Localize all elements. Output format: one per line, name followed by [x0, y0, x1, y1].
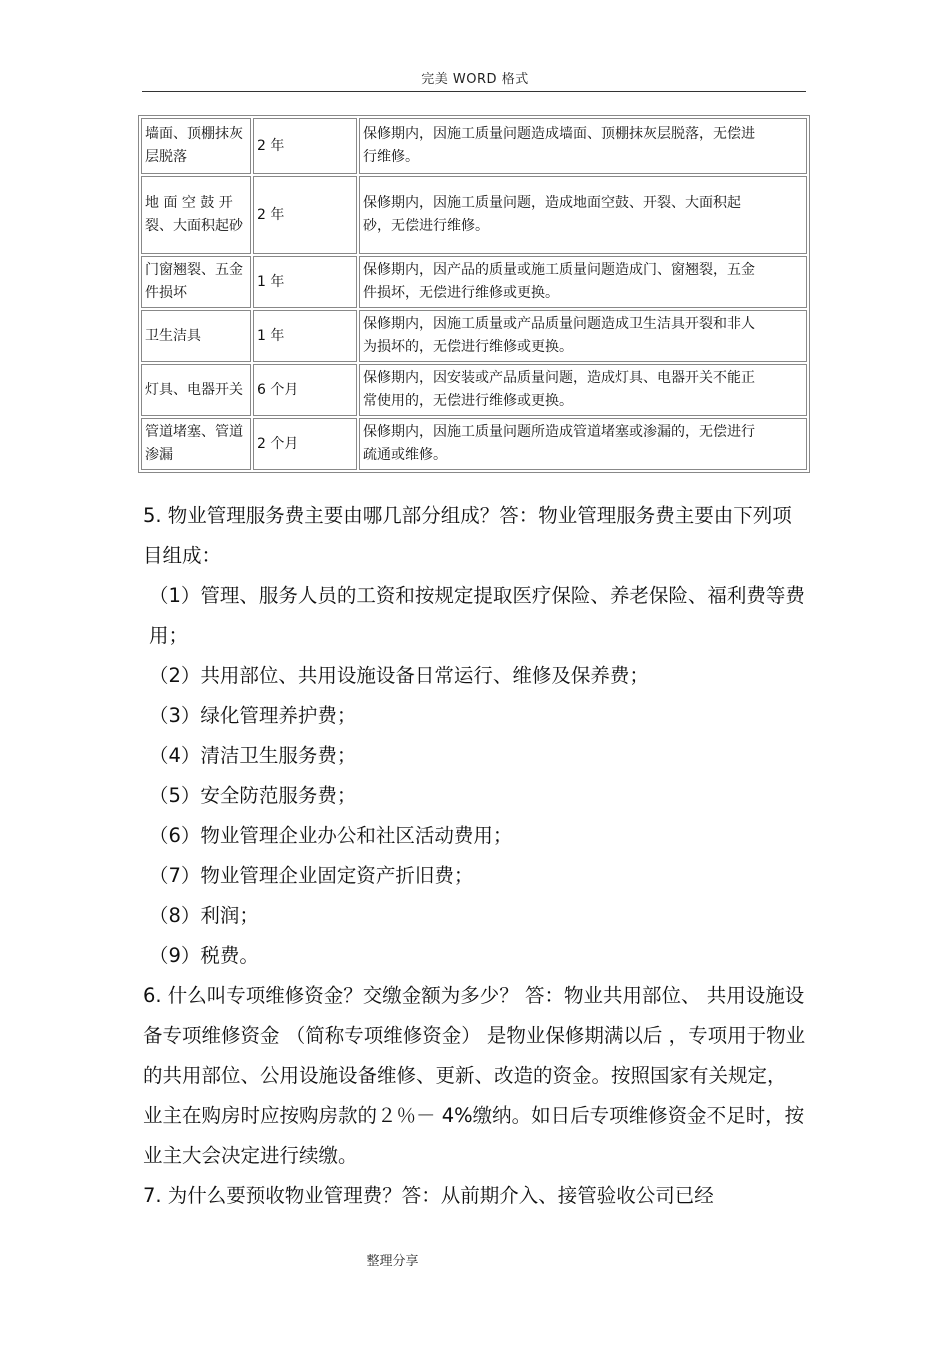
item-cell: 灯具、电器开关 — [141, 364, 251, 416]
item-cell: 管道堵塞、管道渗漏 — [141, 418, 251, 470]
question-7-paragraph: 7. 为什么要预收物业管理费？答：从前期介入、接管验收公司已经 — [143, 1184, 714, 1207]
list-item: （5）安全防范服务费； — [149, 784, 357, 807]
description-cell: 保修期内，因施工质量问题造成墙面、顶棚抹灰层脱落，无偿进行维修。 — [359, 118, 807, 174]
warranty-table-container — [138, 115, 810, 473]
page-header: 完美 WORD 格式 — [421, 72, 529, 87]
item-cell: 门窗翘裂、五金件损坏 — [141, 256, 251, 308]
list-item: （8）利润； — [149, 904, 259, 927]
table-row — [141, 364, 807, 416]
table-row — [141, 418, 807, 470]
page-footer: 整理分享 — [366, 1254, 419, 1269]
description-cell: 保修期内，因安装或产品质量问题，造成灯具、电器开关不能正常使用的，无偿进行维修或更换。 — [359, 364, 807, 416]
question-5-paragraph: 5. 物业管理服务费主要由哪几部分组成？答：物业管理服务费主要由下列项目组成： — [143, 504, 792, 567]
period-cell: 1 年 — [253, 310, 357, 362]
description-cell: 保修期内，因产品的质量或施工质量问题造成门、窗翘裂，五金件损坏，无偿进行维修或更换。 — [359, 256, 807, 308]
list-item: （9）税费。 — [149, 944, 259, 967]
list-item: （1）管理、服务人员的工资和按规定提取医疗保险、养老保险、福利费等费用； — [149, 584, 805, 647]
period-cell: 1 年 — [253, 256, 357, 308]
list-item: （6）物业管理企业办公和社区活动费用； — [149, 824, 513, 847]
list-item: （7）物业管理企业固定资产折旧费； — [149, 864, 474, 887]
table-row — [141, 176, 807, 254]
item-cell: 卫生洁具 — [141, 310, 251, 362]
list-item: （3）绿化管理养护费； — [149, 704, 357, 727]
period-cell: 2 年 — [253, 118, 357, 174]
table-row — [141, 310, 807, 362]
description-cell: 保修期内，因施工质量问题所造成管道堵塞或渗漏的，无偿进行疏通或维修。 — [359, 418, 807, 470]
item-cell: 墙面、顶棚抹灰层脱落 — [141, 118, 251, 174]
period-cell: 2 个月 — [253, 418, 357, 470]
description-cell: 保修期内，因施工质量或产品质量问题造成卫生洁具开裂和非人为损坏的，无偿进行维修或更换。 — [359, 310, 807, 362]
table-row — [141, 118, 807, 174]
list-item: （4）清洁卫生服务费； — [149, 744, 357, 767]
list-item: （2）共用部位、共用设施设备日常运行、维修及保养费； — [149, 664, 649, 687]
warranty-table — [138, 115, 810, 473]
period-cell: 6 个月 — [253, 364, 357, 416]
header-divider — [142, 91, 806, 92]
table-row — [141, 256, 807, 308]
period-cell: 2 年 — [253, 176, 357, 254]
item-cell: 地 面 空 鼓 开裂、大面积起砂 — [141, 176, 251, 254]
document-body — [143, 496, 807, 1216]
description-cell: 保修期内，因施工质量问题，造成地面空鼓、开裂、大面积起砂，无偿进行维修。 — [359, 176, 807, 254]
question-6-paragraph: 6. 什么叫专项维修资金？交缴金额为多少？ 答：物业共用部位、 共用设施设备专项维修资金 （简称专项维修资金） 是物业保修期满以后 ，专项用于物业的共用部位、公用设施设备维修、更新、改造的资金。按照国家有关规定， 业主在购房时应按购房款的２％－ 4%缴纳。如日后专项维修资金不足时，按业主大会决定进行续缴。 — [143, 984, 806, 1167]
